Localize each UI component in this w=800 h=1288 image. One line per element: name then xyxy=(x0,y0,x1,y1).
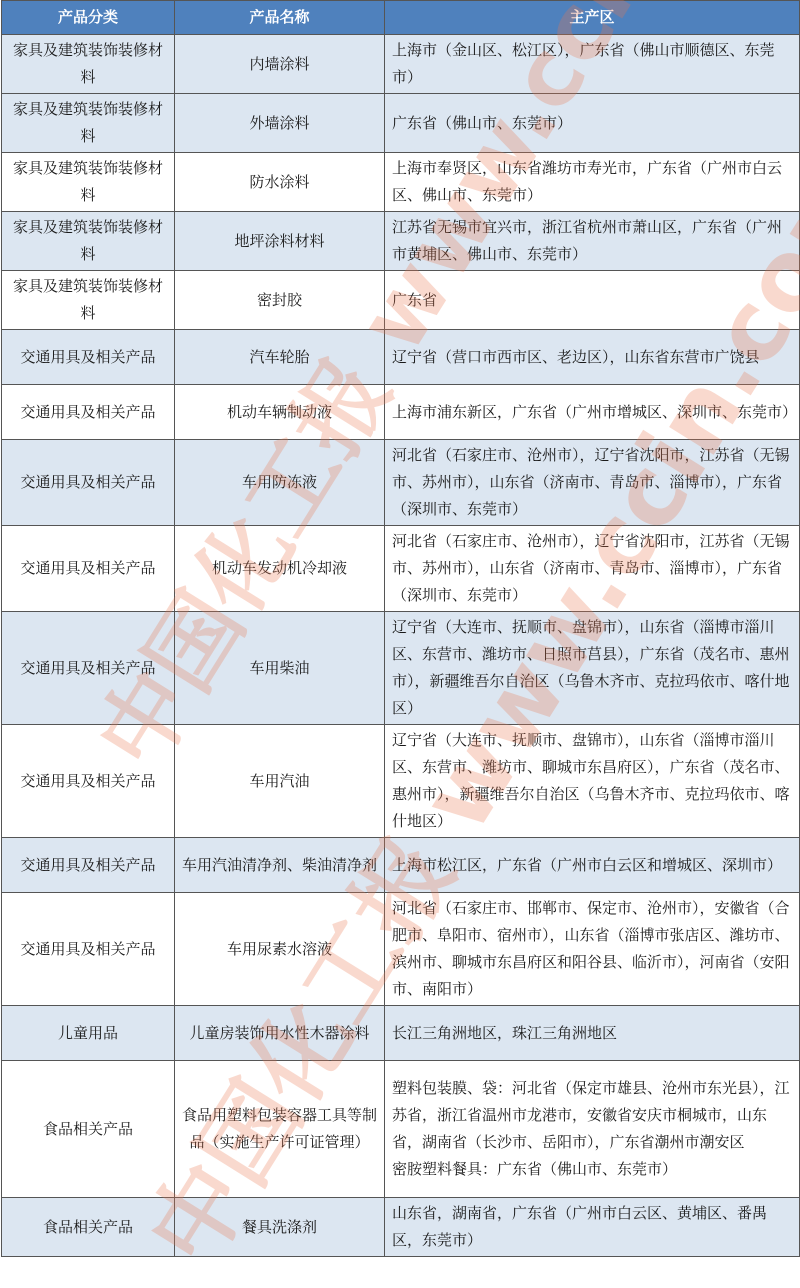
cell-product: 车用尿素水溶液 xyxy=(175,893,385,1006)
cell-product: 车用柴油 xyxy=(175,612,385,725)
cell-region xyxy=(385,1061,800,1198)
table-row xyxy=(2,212,800,271)
product-region-table xyxy=(1,0,800,1257)
cell-category: 食品相关产品 xyxy=(2,1198,175,1257)
table-row xyxy=(2,440,800,526)
cell-product: 汽车轮胎 xyxy=(175,330,385,385)
cell-region: 长江三角洲地区，珠江三角洲地区 xyxy=(385,1006,800,1061)
table-row xyxy=(2,385,800,440)
cell-category: 食品相关产品 xyxy=(2,1061,175,1198)
cell-category: 家具及建筑装饰装修材料 xyxy=(2,153,175,212)
cell-category: 交通用具及相关产品 xyxy=(2,893,175,1006)
cell-product: 密封胶 xyxy=(175,271,385,330)
table-row xyxy=(2,893,800,1006)
table-row xyxy=(2,271,800,330)
cell-product: 机动车发动机冷却液 xyxy=(175,526,385,612)
cell-category: 交通用具及相关产品 xyxy=(2,440,175,526)
cell-product: 防水涂料 xyxy=(175,153,385,212)
cell-region: 上海市松江区，广东省（广州市白云区和增城区、深圳市） xyxy=(385,838,800,893)
region-text-melamine: 密胺塑料餐具：广东省（佛山市、东莞市） xyxy=(392,1160,678,1178)
cell-category: 交通用具及相关产品 xyxy=(2,838,175,893)
cell-product: 餐具洗涤剂 xyxy=(175,1198,385,1257)
cell-category: 家具及建筑装饰装修材料 xyxy=(2,271,175,330)
table-row xyxy=(2,1198,800,1257)
cell-region: 辽宁省（营口市西市区、老边区），山东省东营市广饶县 xyxy=(385,330,800,385)
table-row xyxy=(2,153,800,212)
header-row xyxy=(2,1,800,35)
cell-category: 家具及建筑装饰装修材料 xyxy=(2,212,175,271)
table-row xyxy=(2,612,800,725)
cell-product: 车用汽油 xyxy=(175,725,385,838)
cell-category: 家具及建筑装饰装修材料 xyxy=(2,35,175,94)
cell-category: 交通用具及相关产品 xyxy=(2,526,175,612)
table-row xyxy=(2,1006,800,1061)
region-text-packaging: 塑料包装膜、袋：河北省（保定市雄县、沧州市东光县），江苏省，浙江省温州市龙港市，安徽省安庆市桐城市，山东省，湖南省（长沙市、岳阳市），广东省潮州市潮安区 xyxy=(392,1079,790,1151)
cell-region: 上海市奉贤区，山东省潍坊市寿光市，广东省（广州市白云区、佛山市、东莞市） xyxy=(385,153,800,212)
cell-region: 辽宁省（大连市、抚顺市、盘锦市），山东省（淄博市淄川区、东营市、潍坊市、日照市莒县），广东省（茂名市、惠州市），新疆维吾尔自治区（乌鲁木齐市、克拉玛依市、喀什地区） xyxy=(385,612,800,725)
header-region: 主产区 xyxy=(385,1,800,35)
table-row xyxy=(2,526,800,612)
cell-region: 广东省（佛山市、东莞市） xyxy=(385,94,800,153)
cell-category: 儿童用品 xyxy=(2,1006,175,1061)
cell-product: 地坪涂料材料 xyxy=(175,212,385,271)
cell-category: 家具及建筑装饰装修材料 xyxy=(2,94,175,153)
cell-product: 内墙涂料 xyxy=(175,35,385,94)
cell-region: 河北省（石家庄市、沧州市），辽宁省沈阳市，江苏省（无锡市、苏州市），山东省（济南市、青岛市、淄博市），广东省（深圳市、东莞市） xyxy=(385,440,800,526)
cell-region: 山东省，湖南省，广东省（广州市白云区、黄埔区、番禺区，东莞市） xyxy=(385,1198,800,1257)
cell-region: 江苏省无锡市宜兴市，浙江省杭州市萧山区，广东省（广州市黄埔区、佛山市、东莞市） xyxy=(385,212,800,271)
cell-region: 河北省（石家庄市、邯郸市、保定市、沧州市），安徽省（合肥市、阜阳市、宿州市），山东省（淄博市张店区、潍坊市、滨州市、聊城市东昌府区和阳谷县、临沂市），河南省（安阳市、南阳市） xyxy=(385,893,800,1006)
table-row xyxy=(2,1061,800,1198)
cell-region: 上海市（金山区、松江区），广东省（佛山市顺德区、东莞市） xyxy=(385,35,800,94)
cell-product: 车用汽油清净剂、柴油清净剂 xyxy=(175,838,385,893)
watermark: 中国化工报 xyxy=(76,340,412,788)
cell-region: 辽宁省（大连市、抚顺市、盘锦市），山东省（淄博市淄川区、东营市、潍坊市、聊城市东昌府区），广东省（茂名市、惠州市），新疆维吾尔自治区（乌鲁木齐市、克拉玛依市、喀什地区） xyxy=(385,725,800,838)
cell-product: 食品用塑料包装容器工具等制品（实施生产许可证管理） xyxy=(175,1061,385,1198)
cell-category: 交通用具及相关产品 xyxy=(2,385,175,440)
cell-region: 河北省（石家庄市、沧州市），辽宁省沈阳市，江苏省（无锡市、苏州市），山东省（济南市、青岛市、淄博市），广东省（深圳市、东莞市） xyxy=(385,526,800,612)
cell-region: 上海市浦东新区，广东省（广州市增城区、深圳市、东莞市） xyxy=(385,385,800,440)
table-row xyxy=(2,35,800,94)
cell-product: 车用防冻液 xyxy=(175,440,385,526)
table-row xyxy=(2,330,800,385)
cell-product: 儿童房装饰用水性木器涂料 xyxy=(175,1006,385,1061)
cell-category: 交通用具及相关产品 xyxy=(2,612,175,725)
cell-product: 外墙涂料 xyxy=(175,94,385,153)
table-row xyxy=(2,725,800,838)
cell-region: 广东省 xyxy=(385,271,800,330)
header-product: 产品名称 xyxy=(175,1,385,35)
table-row xyxy=(2,838,800,893)
cell-product: 机动车辆制动液 xyxy=(175,385,385,440)
cell-category: 交通用具及相关产品 xyxy=(2,330,175,385)
cell-category: 交通用具及相关产品 xyxy=(2,725,175,838)
table-row xyxy=(2,94,800,153)
watermark: 中国化工报 xyxy=(126,818,477,1285)
header-category: 产品分类 xyxy=(2,1,175,35)
